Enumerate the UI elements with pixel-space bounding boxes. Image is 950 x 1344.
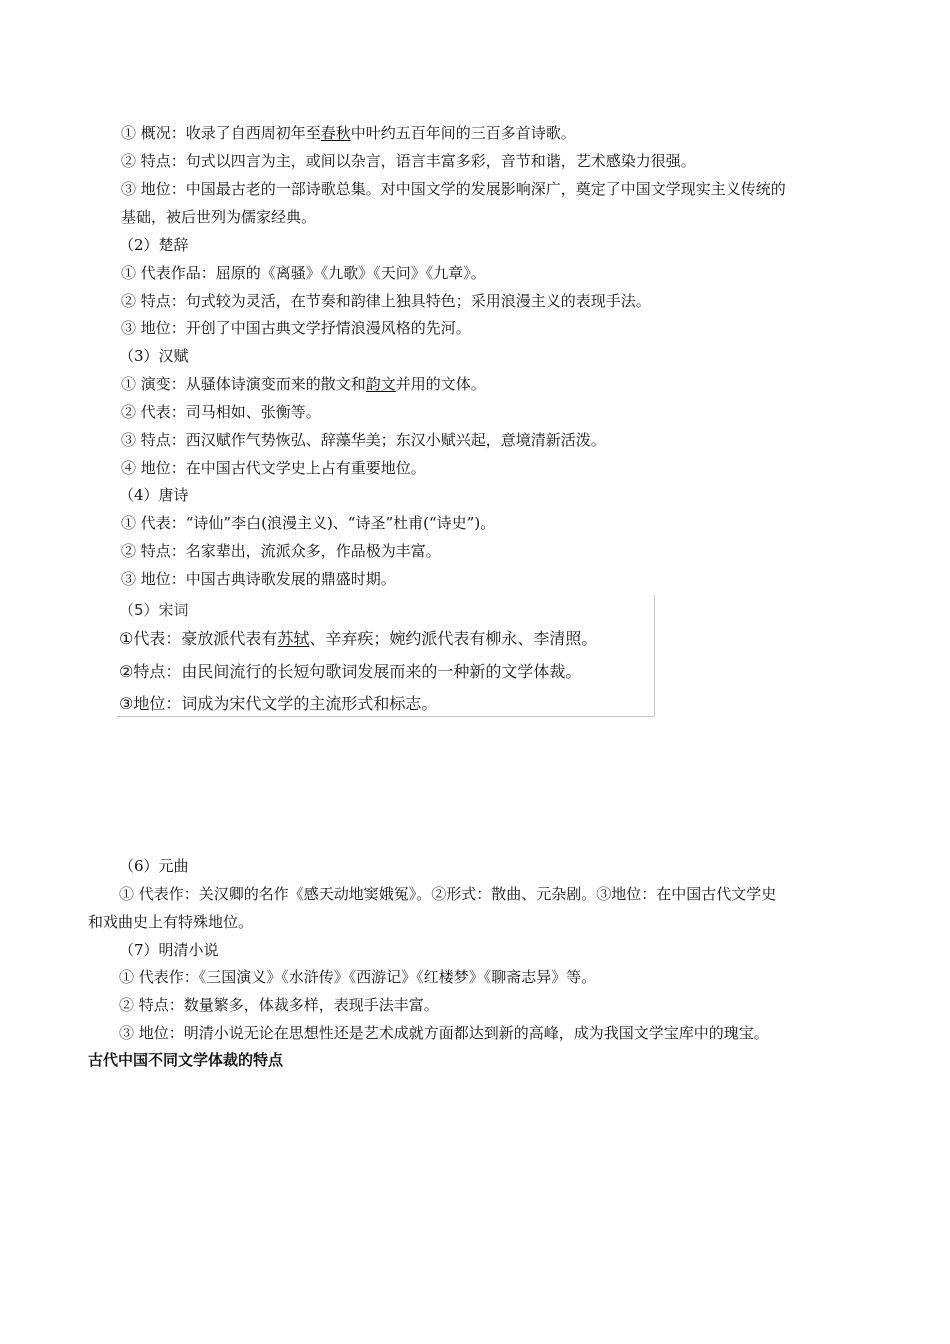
text: ① 演变：从骚体诗演变而来的散文和 (121, 375, 366, 393)
songci-reps (119, 629, 597, 649)
hanfu-reps: ② 代表：司马相如、张衡等。 (121, 403, 321, 421)
text: 并用的文体。 (395, 375, 486, 393)
text: 中叶约五百年间的三百多首诗歌。 (350, 124, 576, 142)
yuanqu-line-cont: 和戏曲史上有特殊地位。 (88, 913, 254, 931)
shijing-overview (121, 123, 576, 143)
chuci-feature: ② 特点：句式较为灵活，在节奏和韵律上独具特色；采用浪漫主义的表现手法。 (121, 292, 651, 310)
shijing-status: ③ 地位：中国最古老的一部诗歌总集。对中国文学的发展影响深广，奠定了中国文学现实主义传统的 (121, 180, 786, 198)
shijing-feature: ② 特点：句式以四言为主，或间以杂言，语言丰富多彩，音节和谐，艺术感染力很强。 (121, 152, 696, 170)
sushi-link[interactable]: 苏轼 (277, 629, 310, 648)
yuanqu-heading: （6）元曲 (119, 857, 189, 875)
mingqing-status: ③ 地位：明清小说无论在思想性还是艺术成就方面都达到新的高峰，成为我国文学宝库中的瑰宝。 (119, 1024, 769, 1042)
hanfu-status: ④ 地位：在中国古代文学史上占有重要地位。 (121, 459, 426, 477)
section-heading: 古代中国不同文学体裁的特点 (88, 1051, 284, 1069)
hanfu-feature: ③ 特点：西汉赋作气势恢弘、辞藻华美；东汉小赋兴起，意境清新活泼。 (121, 431, 606, 449)
chuci-works: ① 代表作品：屈原的《离骚》《九歌》《天问》《九章》。 (121, 264, 486, 282)
hanfu-heading: （3）汉赋 (119, 347, 189, 365)
mingqing-heading: （7）明清小说 (119, 941, 219, 959)
chunqiu-link[interactable]: 春秋 (320, 124, 351, 142)
tangshi-feature: ② 特点：名家辈出，流派众多，作品极为丰富。 (121, 542, 441, 560)
songci-image-box (117, 595, 655, 717)
yuanqu-line: ① 代表作：关汉卿的名作《感天动地窦娥冤》。②形式：散曲、元杂剧。③地位：在中国古代文学史 (119, 885, 777, 903)
chuci-heading: （2）楚辞 (119, 236, 189, 254)
tangshi-status: ③ 地位：中国古典诗歌发展的鼎盛时期。 (121, 570, 396, 588)
hanfu-evolution (121, 374, 486, 394)
tangshi-reps: ① 代表：“诗仙”李白(浪漫主义)、“诗圣”杜甫(“诗史”)。 (121, 514, 496, 532)
mingqing-works: ① 代表作：《三国演义》《水浒传》《西游记》《红楼梦》《聊斋志异》等。 (119, 968, 597, 986)
text: 、辛弃疾；婉约派代表有柳永、李清照。 (309, 629, 598, 648)
shijing-status-cont: 基础，被后世列为儒家经典。 (121, 208, 317, 226)
songci-status: ③地位：词成为宋代文学的主流形式和标志。 (119, 694, 438, 713)
tangshi-heading: （4）唐诗 (119, 486, 189, 504)
songci-heading: （5）宋词 (119, 601, 189, 619)
text: ① 概况：收录了自西周初年至 (121, 124, 321, 142)
yunwen-link[interactable]: 韵文 (365, 375, 396, 393)
songci-feature: ②特点：由民间流行的长短句歌词发展而来的一种新的文学体裁。 (119, 662, 582, 681)
chuci-status: ③ 地位：开创了中国古典文学抒情浪漫风格的先河。 (121, 319, 471, 337)
text: ①代表：豪放派代表有 (119, 629, 278, 648)
mingqing-feature: ② 特点：数量繁多，体裁多样，表现手法丰富。 (119, 996, 439, 1014)
